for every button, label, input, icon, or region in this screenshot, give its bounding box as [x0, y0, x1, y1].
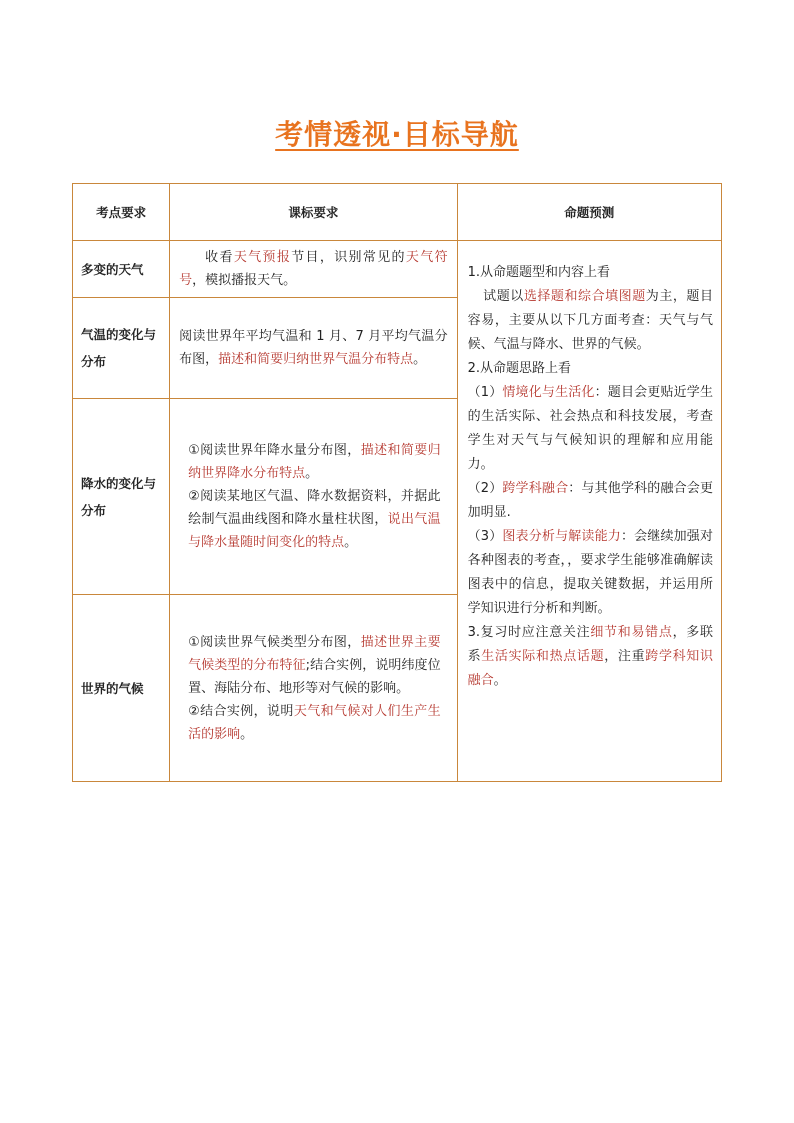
page-title: [0, 113, 794, 153]
plain-text: 收看: [205, 250, 234, 265]
prediction-paragraph: [468, 381, 713, 477]
plain-text: ：与其他学科的融合会更加明显.: [467, 481, 713, 520]
highlight-text: 描述和简要归纳世界降水分布特点: [188, 443, 441, 481]
highlight-text: 天气符号: [179, 250, 448, 288]
plain-text: 3.复习时应注意关注: [467, 625, 591, 640]
plain-text: （3）: [467, 529, 503, 544]
header-prediction: 命题预测: [457, 184, 721, 241]
plain-text: ，模拟播报天气。: [192, 273, 297, 288]
highlight-text: 描述和简要归纳世界气温分布特点: [218, 352, 414, 367]
exam-spec-table: [72, 183, 722, 782]
plain-text: 。: [305, 466, 319, 481]
plain-text: 2.从命题思路上看: [467, 361, 571, 376]
requirement-text: [188, 439, 440, 485]
prediction-paragraph: [468, 285, 713, 357]
prediction-text: [468, 261, 713, 693]
prediction-paragraph: [468, 477, 713, 525]
requirement-text: [179, 325, 447, 371]
plain-text: 1.从命题题型和内容上看: [467, 265, 610, 280]
plain-text: ，多联系: [467, 625, 713, 664]
plain-text: 。: [413, 352, 427, 367]
plain-text: ，注重: [604, 649, 646, 664]
topic-cell: 气温的变化与分布: [73, 298, 170, 399]
plain-text: ;结合实例，说明纬度位置、海陆分布、地形等对气候的影响。: [188, 657, 441, 696]
highlight-text: 情境化与生活化: [502, 385, 595, 400]
requirement-text: [188, 485, 440, 554]
plain-text: ②结合实例，说明: [188, 703, 294, 719]
highlight-text: 生活实际和热点话题: [481, 649, 605, 664]
prediction-paragraph: [468, 621, 713, 693]
prediction-paragraph: [468, 261, 713, 285]
highlight-text: 选择题和综合填图题: [523, 289, 646, 304]
prediction-paragraph: [468, 357, 713, 381]
plain-text: （1）: [467, 385, 503, 400]
highlight-text: 图表分析与解读能力: [502, 529, 621, 544]
highlight-text: 天气预报: [233, 250, 292, 265]
table-header-row: [73, 184, 722, 241]
requirement-cell: [170, 595, 457, 782]
requirement-text: [188, 631, 440, 700]
requirement-cell: [170, 241, 457, 298]
requirement-cell: [170, 399, 457, 595]
plain-text: ①阅读世界年降水量分布图，: [188, 443, 361, 458]
plain-text: ：会继续加强对各种图表的考查，，要求学生能够准确解读图表中的信息，提取关键数据，并运用所学知识进行分析和判断。: [467, 529, 713, 616]
table-row: [73, 241, 722, 298]
prediction-paragraph: [468, 525, 713, 621]
header-curriculum: 课标要求: [170, 184, 457, 241]
plain-text: ①阅读世界气候类型分布图，: [188, 634, 361, 650]
highlight-text: 说出气温与降水量随时间变化的特点: [188, 512, 441, 550]
requirement-text: [179, 246, 447, 292]
topic-cell: 世界的气候: [73, 595, 170, 782]
plain-text: 阅读世界年平均气温和 1 月、7 月平均气温分布图，: [179, 329, 448, 367]
requirement-cell: [170, 298, 457, 399]
prediction-cell: [457, 241, 721, 782]
plain-text: ②阅读某地区气温、降水数据资料，并据此绘制气温曲线图和降水量柱状图，: [188, 489, 441, 527]
page-title-text: 考情透视·目标导航: [275, 118, 519, 151]
plain-text: 。: [240, 726, 254, 742]
highlight-text: 细节和易错点: [590, 625, 673, 640]
highlight-text: 跨学科融合: [502, 481, 569, 496]
topic-cell: 降水的变化与分布: [73, 399, 170, 595]
plain-text: 试题以: [483, 289, 524, 304]
plain-text: （2）: [467, 481, 503, 496]
plain-text: ：题目会更贴近学生的生活实际、社会热点和科技发展，考查学生对天气与气候知识的理解和应用能力。: [467, 385, 713, 472]
plain-text: 。: [493, 673, 507, 688]
plain-text: 。: [344, 535, 358, 550]
highlight-text: 描述世界主要气候类型的分布特征: [188, 634, 441, 673]
highlight-text: 天气和气候对人们生产生活的影响: [188, 703, 441, 742]
requirement-text: [188, 700, 440, 746]
plain-text: 为主，题目容易，主要从以下几方面考查：天气与气候、气温与降水、世界的气候。: [467, 289, 713, 352]
header-topic: 考点要求: [73, 184, 170, 241]
topic-cell: 多变的天气: [73, 241, 170, 298]
plain-text: 节目，识别常见的: [291, 250, 406, 265]
highlight-text: 跨学科知识融合: [467, 649, 713, 688]
